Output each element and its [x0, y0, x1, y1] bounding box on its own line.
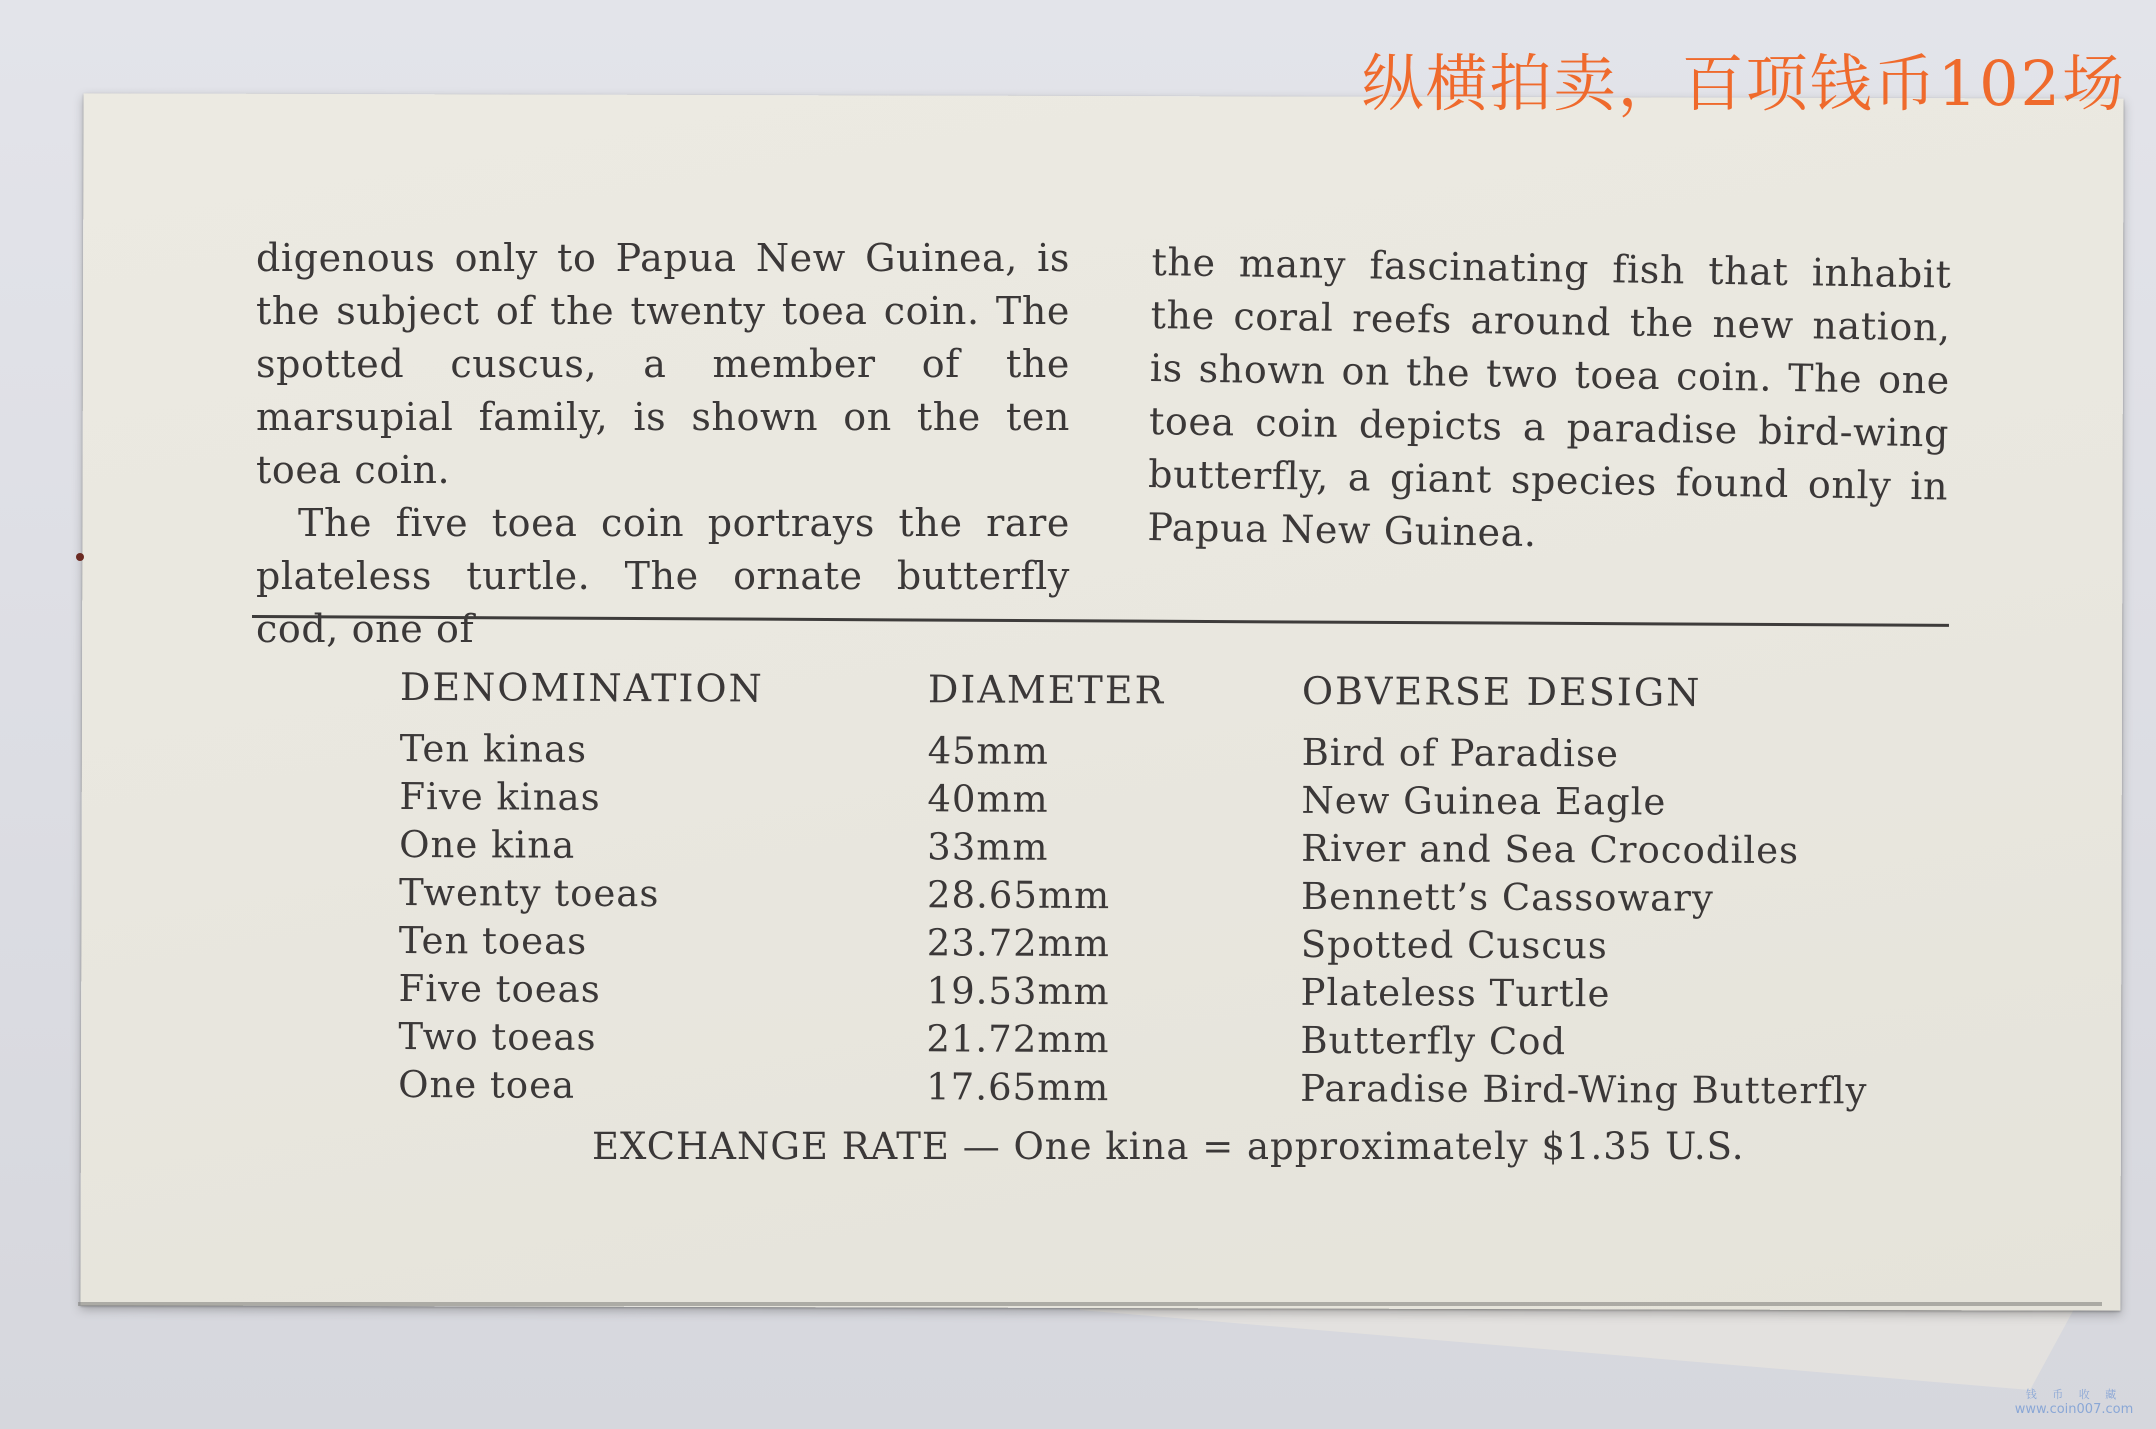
design-cell: Plateless Turtle — [1300, 970, 1611, 1016]
design-cell: New Guinea Eagle — [1301, 778, 1667, 824]
denomination-cell: Ten toeas — [398, 918, 588, 963]
table-row — [398, 1015, 1848, 1069]
denomination-cell: One kina — [399, 822, 576, 867]
denomination-cell: One toea — [398, 1062, 576, 1107]
table-row — [399, 871, 1849, 925]
site-logo — [2014, 1387, 2134, 1417]
diameter-cell: 45mm — [927, 729, 1049, 773]
denomination-cell: Ten kinas — [399, 726, 588, 771]
right-paragraph: the many fascinating fish that inhabit the coral reefs around the new nation, is shown on the two toea coin. The one toea coin depicts a paradise bird-wing butterfly, a giant species found only in Papua New Guinea. — [1147, 239, 1952, 556]
header-diameter: DIAMETER — [927, 667, 1166, 713]
card-edge — [78, 1302, 2102, 1306]
design-cell: Butterfly Cod — [1300, 1018, 1567, 1064]
left-paragraph-1: digenous only to Papua New Guinea, is the subject of the twenty toea coin. The spotted cuscus, a member of the marsupial family, is shown on the ten toea coin. — [256, 236, 1070, 492]
exchange-rate-note: EXCHANGE RATE — One kina = approximately $1.35 U.S. — [592, 1125, 1745, 1168]
diameter-cell: 17.65mm — [926, 1065, 1110, 1110]
design-cell: Bird of Paradise — [1301, 730, 1620, 776]
table-row — [399, 823, 1849, 877]
diameter-cell: 19.53mm — [926, 969, 1110, 1014]
denomination-cell: Five kinas — [399, 774, 601, 819]
header-obverse-design: OBVERSE DESIGN — [1301, 668, 1702, 715]
design-cell: Paradise Bird-Wing Butterfly — [1300, 1066, 1868, 1113]
table-row — [398, 1062, 1868, 1117]
logo-url: www.coin007.com — [2014, 1402, 2134, 1417]
table-row — [399, 775, 1849, 829]
logo-mark-text: 钱 币 收 藏 — [2025, 1388, 2123, 1401]
design-cell: Bennett’s Cassowary — [1300, 874, 1714, 920]
denomination-cell: Five toeas — [398, 966, 601, 1011]
diameter-cell: 28.65mm — [926, 873, 1111, 918]
diameter-cell: 21.72mm — [926, 1017, 1110, 1062]
header-denomination: DENOMINATION — [399, 665, 764, 711]
denomination-cell: Twenty toeas — [398, 870, 660, 916]
design-cell: River and Sea Crocodiles — [1301, 826, 1800, 873]
auction-watermark: 纵横拍卖，百项钱币102场 — [1361, 47, 2126, 120]
diameter-cell: 33mm — [927, 825, 1049, 869]
right-text-column — [1147, 236, 1952, 567]
design-cell: Spotted Cuscus — [1300, 922, 1608, 968]
diameter-cell: 23.72mm — [926, 921, 1110, 966]
diameter-cell: 40mm — [927, 777, 1049, 821]
left-paragraph-2: The five toea coin portrays the rare plateless turtle. The ornate butterfly cod, one of — [256, 501, 1070, 651]
left-text-column — [256, 232, 1070, 656]
paper-speck — [76, 553, 84, 561]
table-row — [399, 919, 1849, 973]
table-row — [398, 967, 1848, 1021]
table-row — [400, 727, 1850, 781]
denomination-cell: Two toeas — [398, 1014, 597, 1059]
